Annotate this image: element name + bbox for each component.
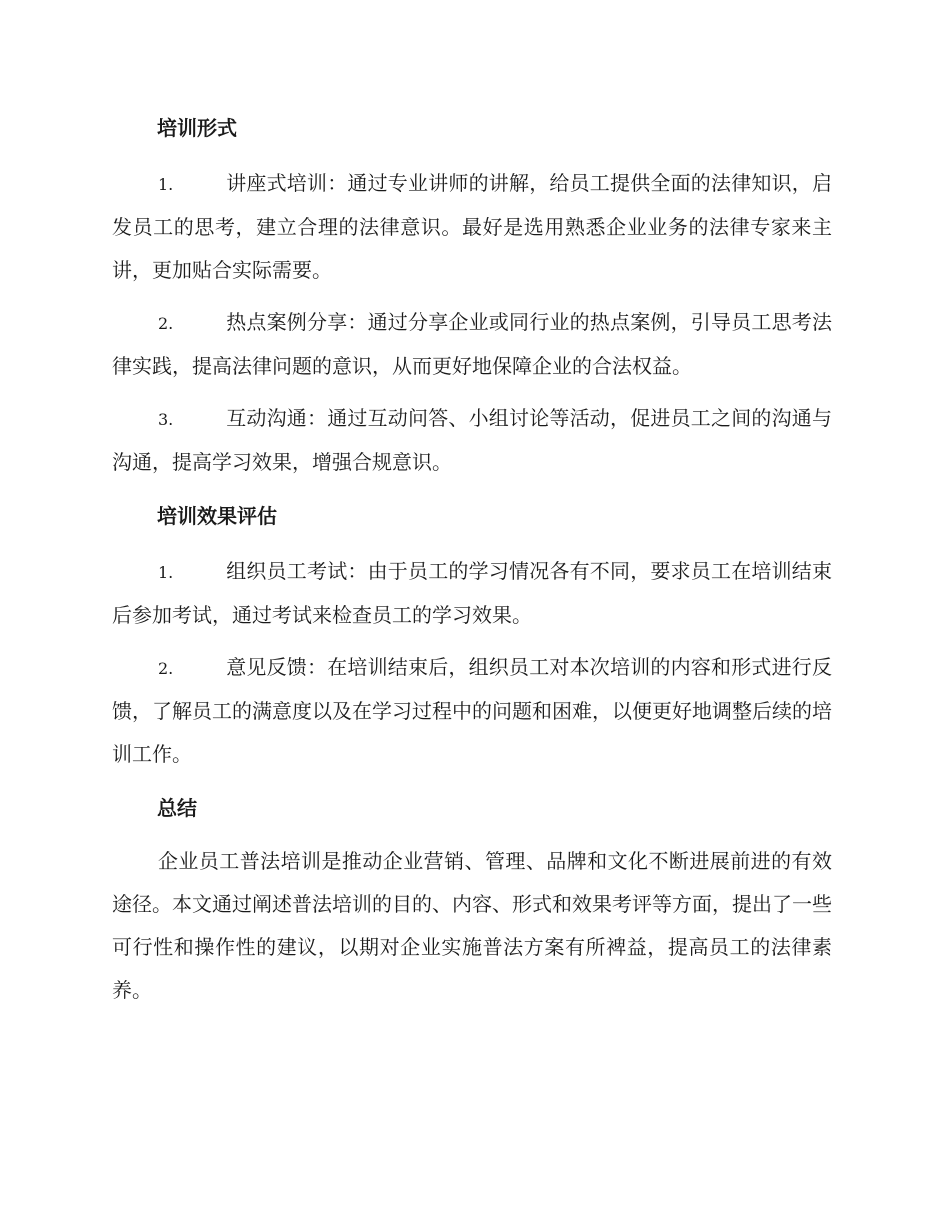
list-item-form-2 [112, 301, 832, 388]
list-number: 1. [158, 175, 174, 194]
list-item-text: 组织员工考试：由于员工的学习情况各有不同，要求员工在培训结束后参加考试，通过考试来检查员工的学习效果。 [112, 559, 832, 627]
list-item-text: 热点案例分享：通过分享企业或同行业的热点案例，引导员工思考法律实践，提高法律问题的意识，从而更好地保障企业的合法权益。 [112, 310, 832, 378]
section-title-training-form: 培训形式 [157, 116, 237, 140]
list-item-eval-2 [112, 646, 832, 776]
list-number: 1. [158, 563, 174, 582]
section-title-evaluation: 培训效果评估 [157, 504, 277, 528]
summary-paragraph: 企业员工普法培训是推动企业营销、管理、品牌和文化不断进展前进的有效途径。本文通过阐述普法培训的目的、内容、形式和效果考评等方面，提出了一些可行性和操作性的建议，以期对企业实施普法方案有所裨益，提高员工的法律素养。 [112, 849, 832, 1002]
list-item-text: 互动沟通：通过互动问答、小组讨论等活动，促进员工之间的沟通与沟通，提高学习效果，增强合规意识。 [112, 406, 832, 474]
list-item-form-3 [112, 397, 832, 484]
list-number: 2. [158, 314, 174, 333]
list-number: 2. [158, 659, 174, 678]
list-number: 3. [158, 410, 174, 429]
section-title-summary: 总结 [157, 796, 197, 820]
list-item-eval-1 [112, 550, 832, 637]
list-item-text: 意见反馈：在培训结束后，组织员工对本次培训的内容和形式进行反馈，了解员工的满意度以及在学习过程中的问题和困难，以便更好地调整后续的培训工作。 [112, 655, 832, 766]
list-item-form-1 [112, 162, 832, 292]
list-item-text: 讲座式培训：通过专业讲师的讲解，给员工提供全面的法律知识，启发员工的思考，建立合理的法律意识。最好是选用熟悉企业业务的法律专家来主讲，更加贴合实际需要。 [112, 171, 832, 282]
